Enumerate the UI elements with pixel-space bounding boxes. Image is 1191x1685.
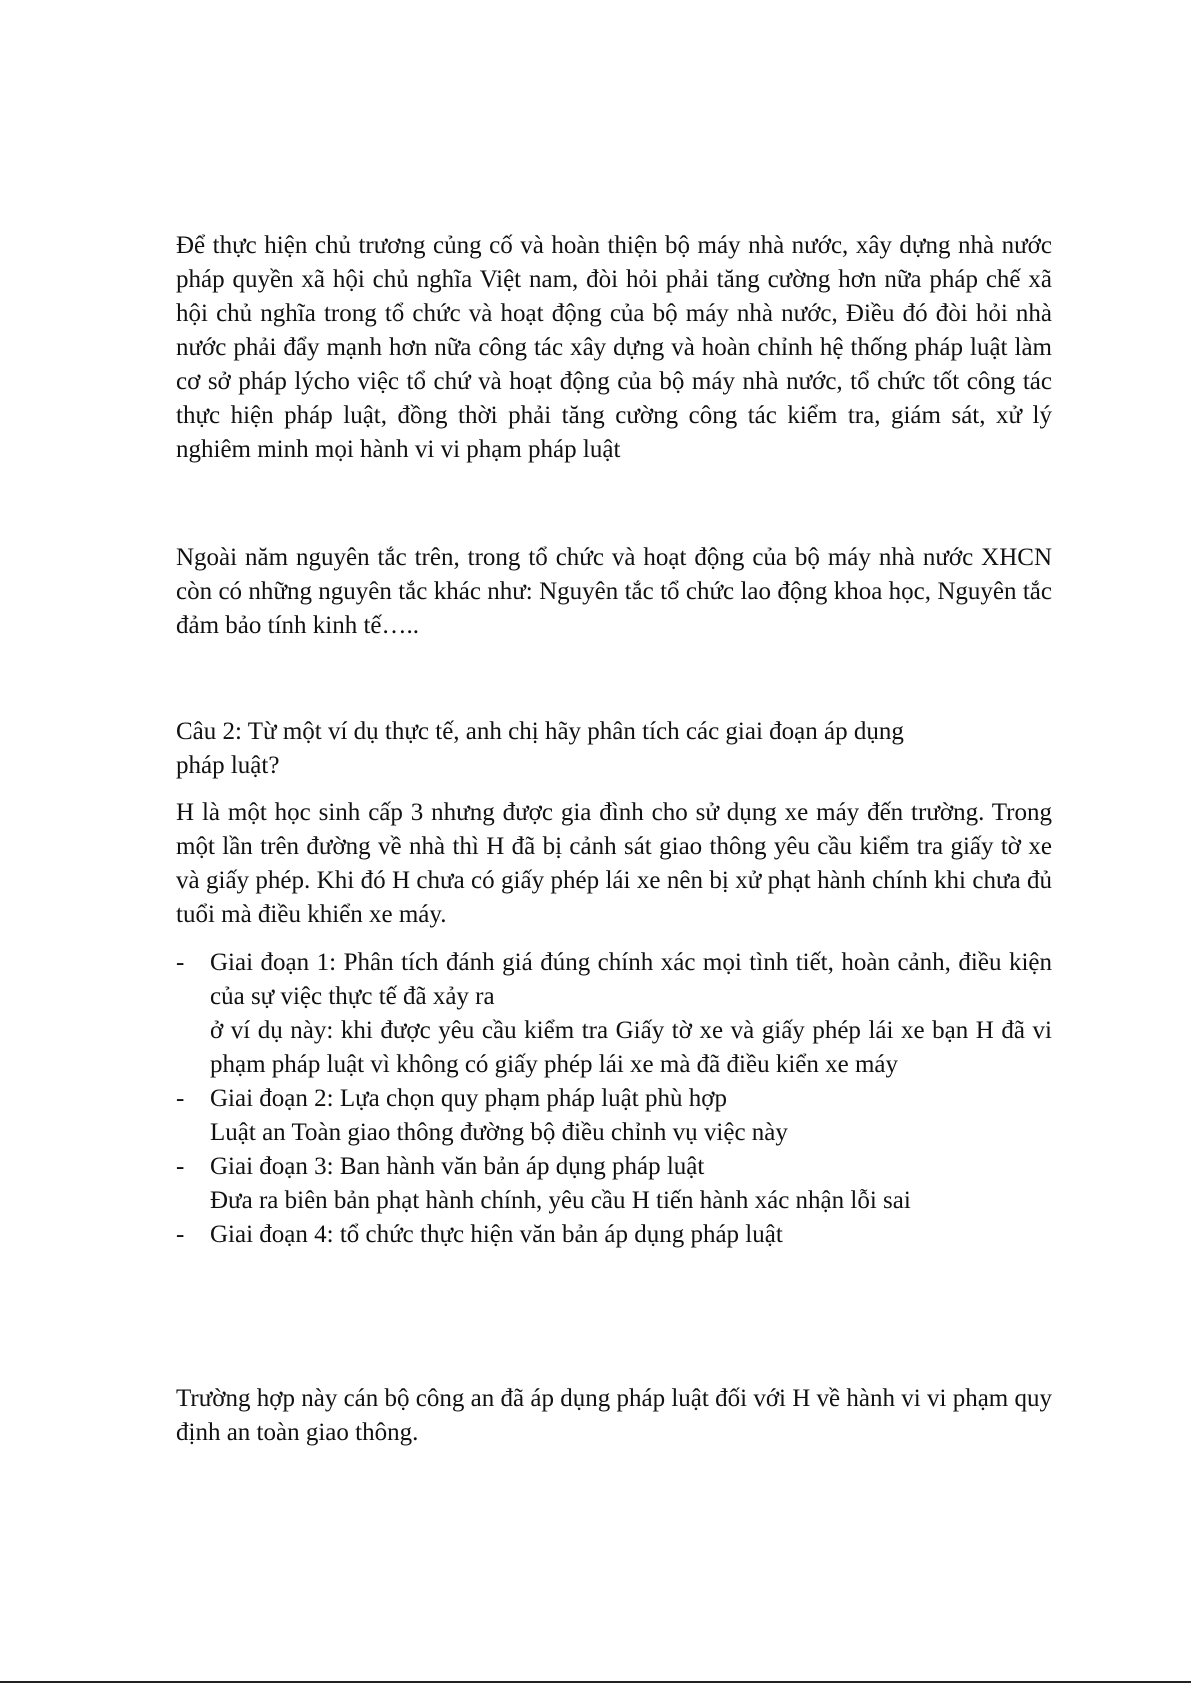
list-dash: -: [176, 1085, 185, 1112]
example-paragraph: H là một học sinh cấp 3 nhưng được gia đình cho sử dụng xe máy đến trường. Trong một lần trên đường về nhà thì H đã bị cảnh sát giao thông yêu cầu kiểm tra giấy tờ xe và giấy phép. Khi đó H chưa có giấy phép lái xe nên bị xử phạt hành chính khi chưa đủ tuổi mà điều khiển xe máy.: [176, 799, 1052, 928]
stage-title: Giai đoạn 2: Lựa chọn quy phạm pháp luật phù hợp: [210, 1085, 727, 1112]
page-bottom-rule: [0, 1681, 1191, 1683]
stage-detail: ở ví dụ này: khi được yêu cầu kiểm tra Giấy tờ xe và giấy phép lái xe bạn H đã vi phạm pháp luật vì không có giấy phép lái xe mà đã điều kiển xe máy: [210, 1017, 1052, 1078]
stage-title: Giai đoạn 4: tổ chức thực hiện văn bản áp dụng pháp luật: [210, 1221, 783, 1248]
list-item: [176, 1082, 1052, 1150]
stage-title: Giai đoạn 3: Ban hành văn bản áp dụng pháp luật: [210, 1153, 705, 1180]
list-item: [176, 1150, 1052, 1218]
question-heading: Câu 2: Từ một ví dụ thực tế, anh chị hãy phân tích các giai đoạn áp dụng pháp luật?: [176, 718, 904, 779]
paragraph-other-principles: Ngoài năm nguyên tắc trên, trong tổ chức và hoạt động của bộ máy nhà nước XHCN còn có những nguyên tắc khác như: Nguyên tắc tổ chức lao động khoa học, Nguyên tắc đảm bảo tính kinh tế…..: [176, 544, 1052, 639]
stages-list: [176, 946, 1052, 1252]
list-dash: -: [176, 1153, 185, 1180]
list-dash: -: [176, 949, 185, 976]
list-item: [176, 946, 1052, 1082]
stage-title: Giai đoạn 1: Phân tích đánh giá đúng chính xác mọi tình tiết, hoàn cảnh, điều kiện của sự việc thực tế đã xảy ra: [210, 949, 1052, 1010]
list-item: [176, 1218, 1052, 1252]
conclusion-paragraph: Trường hợp này cán bộ công an đã áp dụng pháp luật đối với H về hành vi vi phạm quy định an toàn giao thông.: [176, 1385, 1052, 1446]
document-body: [176, 229, 1052, 1450]
paragraph-rule-of-law: Để thực hiện chủ trương củng cố và hoàn thiện bộ máy nhà nước, xây dựng nhà nước pháp quyền xã hội chủ nghĩa Việt nam, đòi hỏi phải tăng cường hơn nữa pháp chế xã hội chủ nghĩa trong tổ chức và hoạt động của bộ máy nhà nước, Điều đó đòi hỏi nhà nước phải đẩy mạnh hơn nữa công tác xây dựng và hoàn chỉnh hệ thống pháp luật làm cơ sở pháp lýcho việc tổ chứ và hoạt động của bộ máy nhà nước, tổ chức tốt công tác thực hiện pháp luật, đồng thời phải tăng cường công tác kiểm tra, giám sát, xử lý nghiêm minh mọi hành vi vi phạm pháp luật: [176, 232, 1052, 463]
stage-detail: Luật an Toàn giao thông đường bộ điều chỉnh vụ việc này: [210, 1119, 788, 1146]
stage-detail: Đưa ra biên bản phạt hành chính, yêu cầu H tiến hành xác nhận lỗi sai: [210, 1187, 911, 1214]
list-dash: -: [176, 1221, 185, 1248]
